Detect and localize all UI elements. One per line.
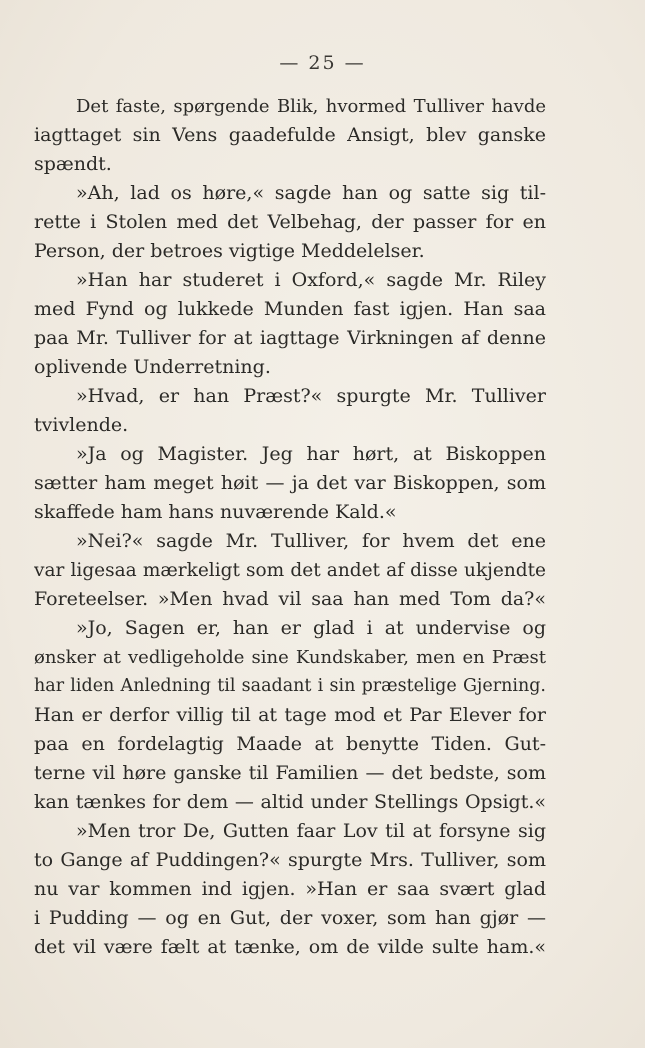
- text-line: kan tænkes for dem — altid under Stellings Opsigt.«: [34, 791, 546, 813]
- body-text: [34, 92, 546, 962]
- text-line: »Han har studeret i Oxford,« sagde Mr. Riley: [76, 269, 546, 291]
- text-line: paa en fordelagtig Maade at benytte Tiden. Gut-: [34, 733, 546, 755]
- text-line: »Men tror De, Gutten faar Lov til at forsyne sig: [76, 820, 546, 842]
- text-line: »Hvad, er han Præst?« spurgte Mr. Tulliver: [76, 385, 546, 407]
- text-line: sætter ham meget høit — ja det var Biskoppen, som: [34, 472, 546, 494]
- text-line: »Ja og Magister. Jeg har hørt, at Biskoppen: [76, 443, 546, 465]
- text-line: Det faste, spørgende Blik, hvormed Tulliver havde: [76, 96, 546, 117]
- text-line: oplivende Underretning.: [34, 356, 271, 378]
- text-line: spændt.: [34, 153, 112, 175]
- text-line: med Fynd og lukkede Munden fast igjen. Han saa: [34, 298, 546, 320]
- text-line: rette i Stolen med det Velbehag, der passer for en: [34, 211, 546, 233]
- text-line: nu var kommen ind igjen. »Han er saa svært glad: [34, 878, 546, 900]
- text-line: iagttaget sin Vens gaadefulde Ansigt, blev ganske: [34, 124, 546, 146]
- text-line: »Nei?« sagde Mr. Tulliver, for hvem det ene: [76, 530, 546, 552]
- text-line: det vil være fælt at tænke, om de vilde sulte ham.«: [34, 936, 546, 958]
- text-line: paa Mr. Tulliver for at iagttage Virkningen af denne: [34, 327, 546, 349]
- text-line: Foreteelser. »Men hvad vil saa han med Tom da?«: [34, 588, 546, 610]
- text-line: ønsker at vedligeholde sine Kundskaber, men en Præst: [34, 647, 546, 668]
- text-line: skaffede ham hans nuværende Kald.«: [34, 501, 397, 523]
- text-line: har liden Anledning til saadant i sin præstelige Gjerning.: [34, 676, 546, 696]
- text-line: Han er derfor villig til at tage mod et Par Elever for: [34, 704, 546, 726]
- text-line: terne vil høre ganske til Familien — det bedste, som: [34, 762, 546, 784]
- text-line: Person, der betroes vigtige Meddelelser.: [34, 240, 425, 262]
- text-line: i Pudding — og en Gut, der voxer, som han gjør —: [34, 907, 546, 929]
- text-line: to Gange af Puddingen?« spurgte Mrs. Tulliver, som: [34, 849, 546, 871]
- page-number: — 25 —: [279, 52, 366, 74]
- text-line: »Ah, lad os høre,« sagde han og satte sig til-: [76, 182, 546, 204]
- text-line: tvivlende.: [34, 414, 129, 436]
- text-line: »Jo, Sagen er, han er glad i at undervise og: [76, 617, 546, 639]
- text-line: var ligesaa mærkeligt som det andet af disse ukjendte: [34, 560, 546, 581]
